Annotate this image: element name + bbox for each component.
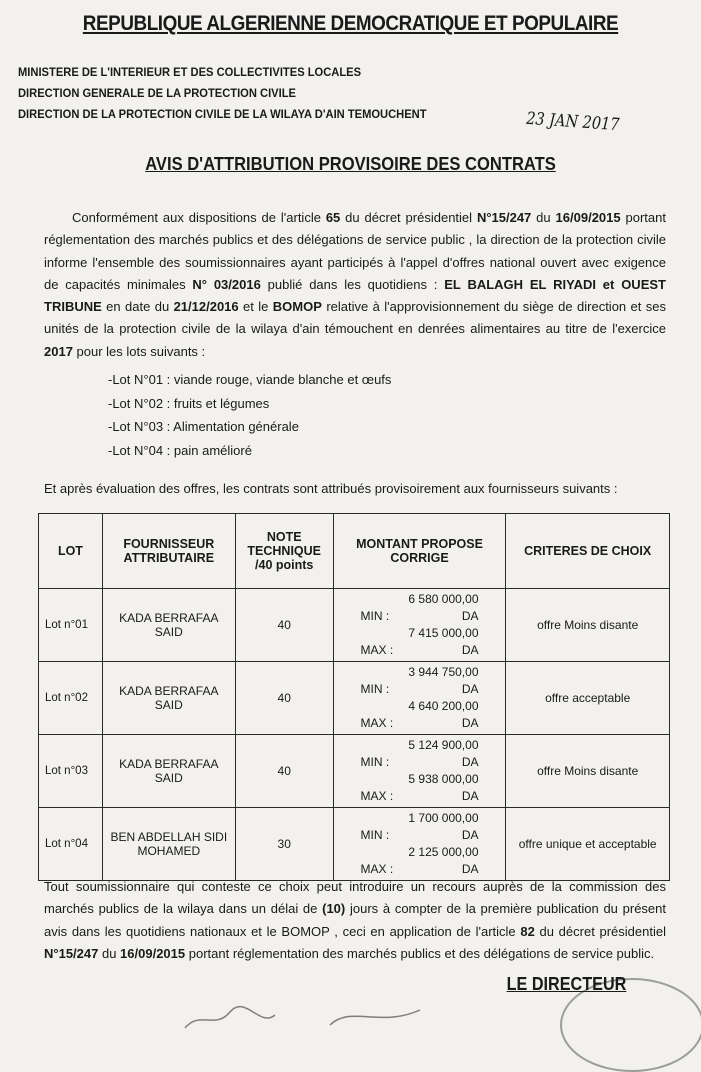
- lot-list: [108, 368, 391, 462]
- header-lot: LOT: [39, 514, 103, 589]
- document-title: REPUBLIQUE ALGERIENNE DEMOCRATIQUE ET POPULAIRE: [82, 12, 619, 35]
- lot-list-item: -Lot N°03 : Alimentation générale: [108, 419, 299, 434]
- amount-max: 7 415 000,00 DA: [408, 626, 479, 657]
- cell-note: 40: [235, 662, 333, 735]
- lot-list-item: -Lot N°02 : fruits et légumes: [108, 395, 270, 411]
- table-row: [39, 808, 670, 881]
- ministry-line: DIRECTION GENERALE DE LA PROTECTION CIVILE: [18, 86, 296, 100]
- cell-lot: Lot n°04: [39, 808, 103, 881]
- ministry-line: DIRECTION DE LA PROTECTION CIVILE DE LA WILAYA D'AIN TEMOUCHENT: [18, 107, 427, 121]
- table-row: [39, 662, 670, 735]
- header-criteria: CRITERES DE CHOIX: [506, 514, 670, 589]
- cell-lot: Lot n°03: [39, 735, 103, 808]
- header-supplier: FOURNISSEUR ATTRIBUTAIRE: [102, 514, 235, 589]
- cell-supplier: KADA BERRAFAA SAID: [102, 735, 235, 808]
- ministry-block: [18, 62, 427, 125]
- cell-supplier: KADA BERRAFAA SAID: [102, 589, 235, 662]
- cell-amount: MIN :3 944 750,00 DA MAX :4 640 200,00 DA: [333, 662, 506, 735]
- amount-min: 1 700 000,00 DA: [408, 811, 479, 842]
- cell-amount: MIN :1 700 000,00 DA MAX :2 125 000,00 DA: [333, 808, 506, 881]
- cell-note: 40: [235, 735, 333, 808]
- amount-max: 5 938 000,00 DA: [408, 772, 479, 803]
- ministry-line: MINISTERE DE L'INTERIEUR ET DES COLLECTIVITES LOCALES: [18, 65, 362, 79]
- amount-max: 4 640 200,00 DA: [408, 699, 479, 730]
- award-table: [38, 513, 670, 881]
- table-header-row: [39, 514, 670, 589]
- cell-criteria: offre acceptable: [506, 662, 670, 735]
- cell-supplier: BEN ABDELLAH SIDI MOHAMED: [102, 808, 235, 881]
- notice-title: AVIS D'ATTRIBUTION PROVISOIRE DES CONTRATS: [145, 154, 556, 174]
- lot-list-item: -Lot N°04 : pain amélioré: [108, 442, 252, 458]
- cell-lot: Lot n°02: [39, 662, 103, 735]
- amount-min: 6 580 000,00 DA: [408, 592, 479, 623]
- evaluation-text: Et après évaluation des offres, les contrats sont attribués provisoirement aux fournisseurs suivants :: [44, 481, 618, 496]
- intro-paragraph: Conformément aux dispositions de l'article 65 du décret présidentiel N°15/247 du 16/09/2015 portant réglementation des marchés publics et des délégations de service public , la direction de la protection civile informe l'ensemble des soumissionnaires ayant participés à l'appel d'offres national ouvert avec exigence de capacités minimales N° 03/2016 publié dans les quotidiens : EL BALAGH EL RIYADI et OUEST TRIBUNE en date du 21/12/2016 et le BOMOP relative à l'approvisionnement du siège de direction et ses unités de la protection civile de la wilaya d'ain témouchent en denrées alimentaires au titre de l'exercice 2017 pour les lots suivants :: [44, 210, 667, 359]
- amount-min: 5 124 900,00 DA: [408, 738, 479, 769]
- amount-min: 3 944 750,00 DA: [408, 665, 479, 696]
- lot-list-item: -Lot N°01 : viande rouge, viande blanche et œufs: [108, 372, 392, 387]
- cell-note: 30: [235, 808, 333, 881]
- table-row: [39, 589, 670, 662]
- cell-criteria: offre Moins disante: [506, 735, 670, 808]
- signer-title: LE DIRECTEUR: [506, 974, 627, 994]
- cell-supplier: KADA BERRAFAA SAID: [102, 662, 235, 735]
- cell-amount: MIN :6 580 000,00 DA MAX :7 415 000,00 DA: [333, 589, 506, 662]
- handwritten-signature: [180, 1000, 430, 1030]
- closing-paragraph: Tout soumissionnaire qui conteste ce choix peut introduire un recours auprès de la commission des marchés publics de la wilaya dans un délai de (10) jours à compter de la première publication du présent avis dans les quotidiens nationaux et le BOMOP , ceci en application de l'article 82 du décret présidentiel N°15/247 du 16/09/2015 portant réglementation des marchés publics et des délégations de service public.: [44, 879, 666, 961]
- header-note: NOTE TECHNIQUE /40 points: [235, 514, 333, 589]
- cell-criteria: offre Moins disante: [506, 589, 670, 662]
- cell-criteria: offre unique et acceptable: [506, 808, 670, 881]
- amount-max: 2 125 000,00 DA: [408, 845, 479, 876]
- cell-lot: Lot n°01: [39, 589, 103, 662]
- table-row: [39, 735, 670, 808]
- cell-amount: MIN :5 124 900,00 DA MAX :5 938 000,00 DA: [333, 735, 506, 808]
- header-amount: MONTANT PROPOSE CORRIGE: [333, 514, 506, 589]
- stamp-date: 23 JAN 2017: [525, 108, 621, 136]
- cell-note: 40: [235, 589, 333, 662]
